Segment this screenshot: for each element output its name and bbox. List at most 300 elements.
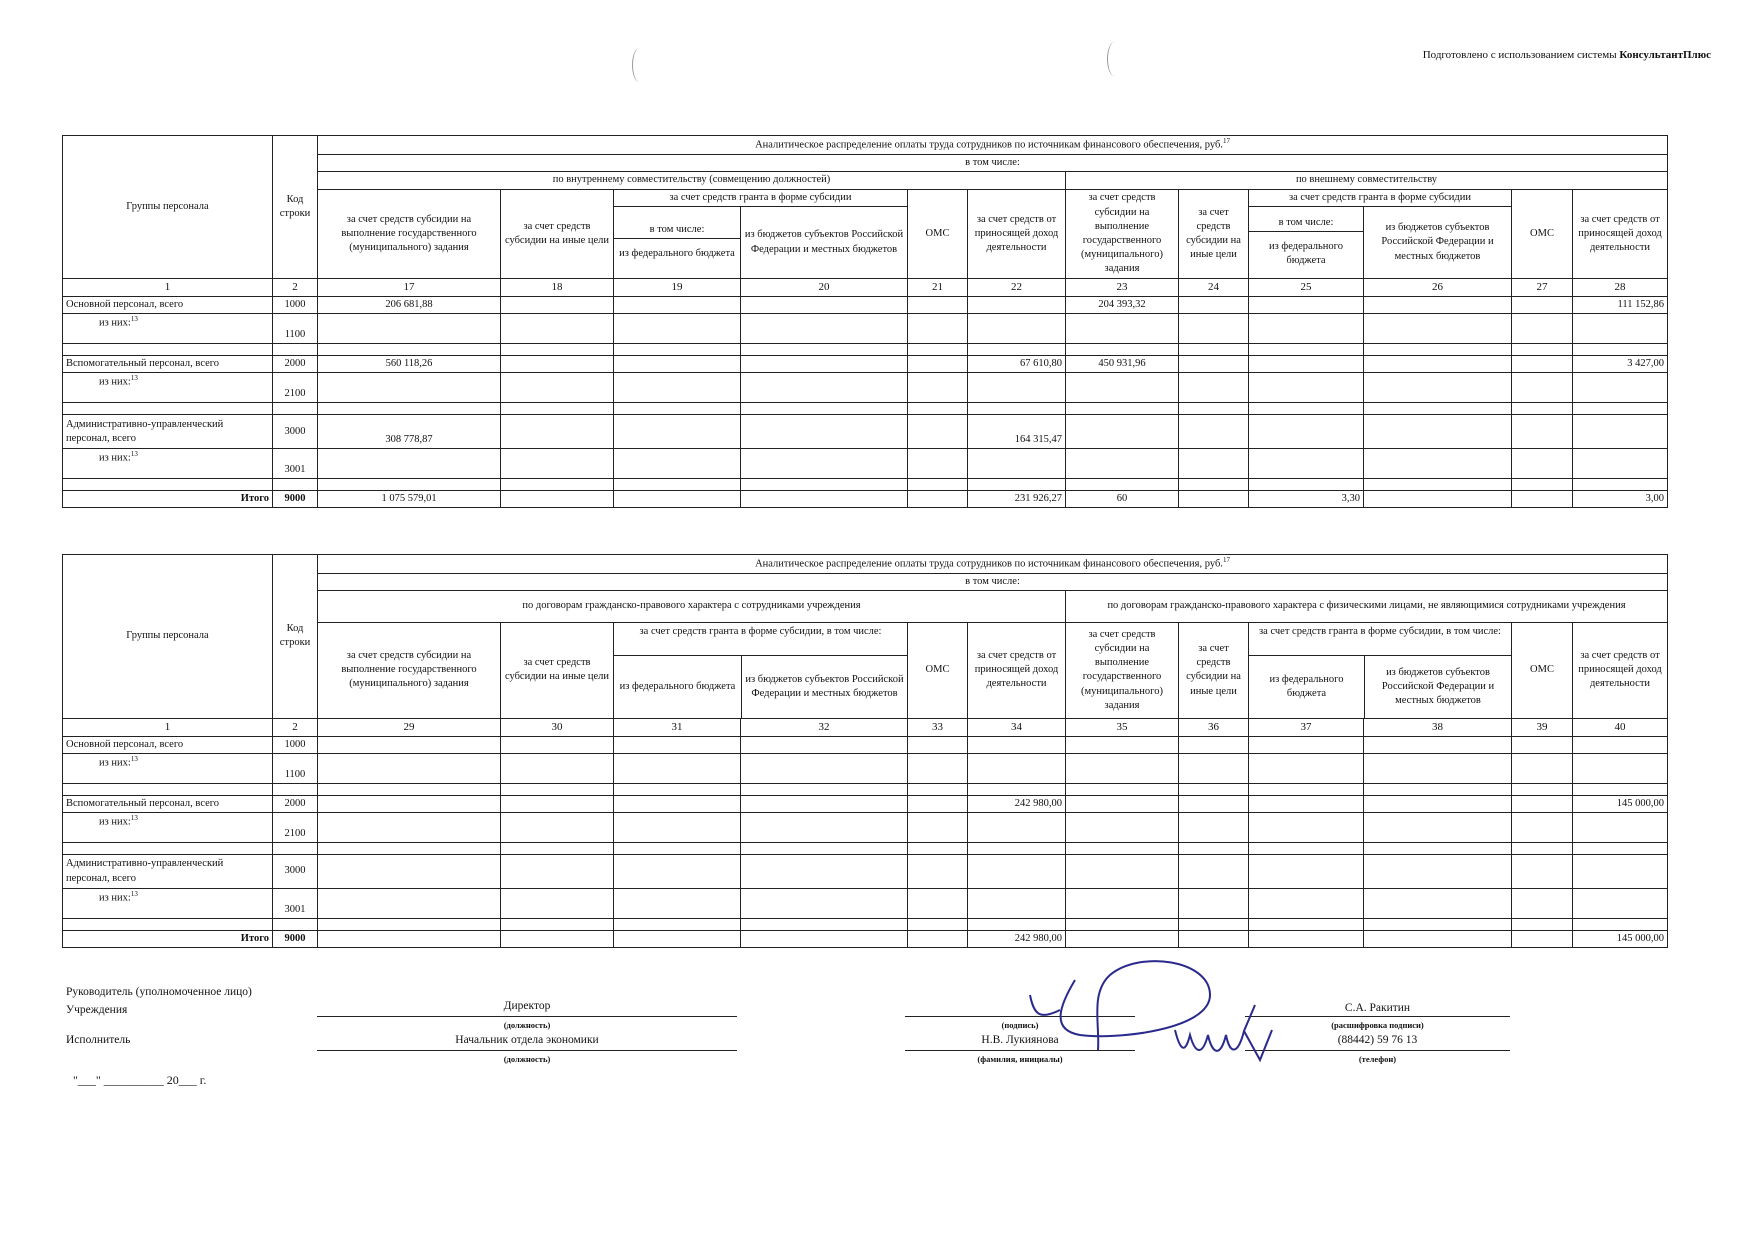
value-cell [1179, 855, 1249, 889]
value-cell [741, 449, 908, 479]
col-fed-ext: из федерального бюджета [1249, 656, 1365, 718]
value-cell [1249, 296, 1364, 313]
value-cell: 308 778,87 [318, 415, 501, 449]
value-cell [741, 753, 908, 783]
value-cell [1512, 931, 1573, 948]
value-cell: 204 393,32 [1066, 296, 1179, 313]
value-cell [1512, 373, 1573, 403]
col-oms: ОМС [908, 622, 968, 718]
value-cell [1066, 736, 1179, 753]
distribution-table-2 [62, 554, 1668, 948]
value-cell [318, 449, 501, 479]
row-code: 2000 [273, 795, 318, 812]
value-cell [614, 736, 741, 753]
value-cell [1512, 296, 1573, 313]
value-cell: 145 000,00 [1573, 795, 1668, 812]
col-subsidy-other: за счет средств субсидии на иные цели [501, 622, 614, 718]
value-cell [1573, 373, 1668, 403]
value-cell [1573, 855, 1668, 889]
value-cell [501, 415, 614, 449]
value-cell [1066, 415, 1179, 449]
value-cell [908, 356, 968, 373]
fio-caption: (фамилия, инициалы) [977, 1054, 1063, 1064]
value-cell [1573, 449, 1668, 479]
value-cell [614, 296, 741, 313]
row-code: 9000 [273, 491, 318, 508]
value-cell [1249, 449, 1364, 479]
value-cell [318, 855, 501, 889]
signature-scribble [1020, 935, 1290, 1075]
value-cell [908, 855, 968, 889]
value-cell [501, 356, 614, 373]
column-number: 37 [1249, 718, 1364, 736]
col-income: за счет средств от приносящей доход деятельности [968, 622, 1066, 718]
row-label: Итого [63, 491, 273, 508]
value-cell [741, 813, 908, 843]
value-cell [1249, 314, 1364, 344]
col-income-ext: за счет средств от приносящей доход деятельности [1573, 622, 1668, 718]
value-cell [1364, 296, 1512, 313]
phone-caption: (телефон) [1358, 1054, 1397, 1064]
value-cell: 164 315,47 [968, 415, 1066, 449]
value-cell [501, 314, 614, 344]
column-number: 28 [1573, 279, 1668, 297]
row-label: из них:$^{13}$ [63, 889, 273, 919]
col-income-ext: за счет средств от приносящей доход деятельности [1573, 189, 1668, 278]
column-number: 32 [741, 718, 908, 736]
row-code: 3001 [273, 449, 318, 479]
col-fed-ext: в том числе: из федерального бюджета [1249, 207, 1364, 279]
value-cell [614, 356, 741, 373]
col-subsidy-other: за счет средств субсидии на иные цели [501, 189, 614, 278]
value-cell [741, 373, 908, 403]
row-code: 2100 [273, 373, 318, 403]
value-cell [1249, 795, 1364, 812]
column-number: 2 [273, 279, 318, 297]
row-code: 3001 [273, 889, 318, 919]
value-cell [1512, 855, 1573, 889]
value-cell: 3 427,00 [1573, 356, 1668, 373]
value-cell [1066, 813, 1179, 843]
col-subsidy-other-ext: за счет средств субсидии на иные цели [1179, 622, 1249, 718]
groups-header: Группы персонала [63, 555, 273, 719]
column-number: 2 [273, 718, 318, 736]
value-cell [908, 736, 968, 753]
value-cell [741, 314, 908, 344]
value-cell [1249, 889, 1364, 919]
internal-group-header: по внутреннему совместительству (совмещению должностей) [318, 171, 1066, 189]
row-label: из них:$^{13}$ [63, 314, 273, 344]
row-code: 9000 [273, 931, 318, 948]
row-code: 1100 [273, 753, 318, 783]
value-cell [614, 855, 741, 889]
value-cell [1066, 855, 1179, 889]
value-cell [1249, 736, 1364, 753]
value-cell [908, 415, 968, 449]
column-number: 27 [1512, 279, 1573, 297]
table-row [63, 736, 1668, 753]
column-number: 36 [1179, 718, 1249, 736]
value-cell [1364, 491, 1512, 508]
value-cell [501, 795, 614, 812]
value-cell [741, 855, 908, 889]
table-row [63, 753, 1668, 783]
value-cell [908, 491, 968, 508]
value-cell [318, 373, 501, 403]
value-cell: 242 980,00 [968, 931, 1066, 948]
value-cell [318, 931, 501, 948]
value-cell [1179, 314, 1249, 344]
col-grant: за счет средств гранта в форме субсидии [614, 189, 908, 206]
value-cell [968, 855, 1066, 889]
column-number: 35 [1066, 718, 1179, 736]
spacer-row [63, 919, 1668, 931]
value-cell: 3,30 [1249, 491, 1364, 508]
value-cell [1249, 855, 1364, 889]
value-cell: 560 118,26 [318, 356, 501, 373]
col-subsidy-task: за счет средств субсидии на выполнение государственного (муниципального) задания [318, 189, 501, 278]
value-cell [1512, 736, 1573, 753]
value-cell [968, 736, 1066, 753]
value-cell [1066, 795, 1179, 812]
value-cell [1364, 356, 1512, 373]
column-number: 39 [1512, 718, 1573, 736]
row-label: Итого [63, 931, 273, 948]
value-cell [501, 855, 614, 889]
scan-mark [1107, 42, 1122, 76]
col-oms-ext: ОМС [1512, 622, 1573, 718]
table-row [63, 795, 1668, 812]
value-cell [968, 314, 1066, 344]
col-fed: в том числе: из федерального бюджета [614, 207, 741, 279]
value-cell [741, 795, 908, 812]
value-cell: 145 000,00 [1573, 931, 1668, 948]
gpc-external-header: по договорам гражданско-правового характера с физическими лицами, не являющимися сотрудниками учреждения [1066, 590, 1668, 622]
row-label: из них:$^{13}$ [63, 373, 273, 403]
value-cell [1573, 753, 1668, 783]
value-cell [908, 314, 968, 344]
row-label: из них:$^{13}$ [63, 813, 273, 843]
date-line: "___" __________ 20___ г. [73, 1073, 207, 1087]
value-cell [1179, 491, 1249, 508]
table-row [63, 855, 1668, 889]
value-cell [741, 736, 908, 753]
table-row [63, 314, 1668, 344]
column-number: 26 [1364, 279, 1512, 297]
value-cell [501, 449, 614, 479]
prepared-note [1423, 49, 1711, 61]
value-cell [1249, 813, 1364, 843]
value-cell [614, 415, 741, 449]
value-cell: 60 [1066, 491, 1179, 508]
column-number: 17 [318, 279, 501, 297]
table-row [63, 296, 1668, 313]
value-cell [1364, 855, 1512, 889]
value-cell [501, 296, 614, 313]
value-cell [614, 813, 741, 843]
col-subsidy-task-ext: за счет средств субсидии на выполнение государственного (муниципального) задания [1066, 189, 1179, 278]
table-row [63, 373, 1668, 403]
value-cell [1066, 753, 1179, 783]
value-cell [741, 889, 908, 919]
value-cell [1573, 889, 1668, 919]
value-cell [1179, 296, 1249, 313]
table-title: Аналитическое распределение оплаты труда сотрудников по источникам финансового обеспечения, руб.$^{17}$ [318, 136, 1668, 155]
value-cell [1249, 356, 1364, 373]
col-subsidy-task: за счет средств субсидии на выполнение государственного (муниципального) задания [318, 622, 501, 718]
value-cell [1066, 889, 1179, 919]
row-label: Административно-управленческий персонал, всего [63, 415, 273, 449]
value-cell [1512, 491, 1573, 508]
external-group-header: по внешнему совместительству [1066, 171, 1668, 189]
value-cell [1249, 415, 1364, 449]
row-label: из них:$^{13}$ [63, 753, 273, 783]
column-number: 25 [1249, 279, 1364, 297]
row-code: 2000 [273, 356, 318, 373]
table-row [63, 415, 1668, 449]
value-cell [1249, 753, 1364, 783]
value-cell [1573, 415, 1668, 449]
executor-position-line [317, 1050, 737, 1051]
value-cell [1573, 736, 1668, 753]
value-cell [908, 931, 968, 948]
total-row [63, 491, 1668, 508]
column-number: 29 [318, 718, 501, 736]
groups-header: Группы персонала [63, 136, 273, 279]
value-cell [501, 889, 614, 919]
total-row [63, 931, 1668, 948]
value-cell [1364, 736, 1512, 753]
value-cell [968, 889, 1066, 919]
value-cell [614, 795, 741, 812]
value-cell [1364, 813, 1512, 843]
code-header: Код строки [273, 136, 318, 279]
row-label: из них:$^{13}$ [63, 449, 273, 479]
value-cell [501, 491, 614, 508]
executor-position: Начальник отдела экономики [455, 1034, 599, 1046]
col-income: за счет средств от приносящей доход деятельности [968, 189, 1066, 278]
col-subsidy-task-ext: за счет средств субсидии на выполнение государственного (муниципального) задания [1066, 622, 1179, 718]
row-code: 1000 [273, 296, 318, 313]
value-cell [1249, 373, 1364, 403]
value-cell [501, 753, 614, 783]
value-cell [741, 415, 908, 449]
value-cell [968, 449, 1066, 479]
value-cell [1179, 889, 1249, 919]
column-number: 34 [968, 718, 1066, 736]
row-label: Основной персонал, всего [63, 736, 273, 753]
value-cell [614, 373, 741, 403]
scan-mark [632, 48, 647, 82]
value-cell [1066, 449, 1179, 479]
value-cell [741, 931, 908, 948]
col-regional-ext: из бюджетов субъектов Российской Федерации и местных бюджетов [1364, 207, 1512, 279]
value-cell [614, 491, 741, 508]
value-cell [1512, 795, 1573, 812]
col-regional-ext: из бюджетов субъектов Российской Федерации и местных бюджетов [1381, 666, 1495, 706]
table-row [63, 813, 1668, 843]
value-cell [614, 753, 741, 783]
col-fed: из федерального бюджета [614, 656, 742, 718]
column-number: 19 [614, 279, 741, 297]
value-cell [318, 314, 501, 344]
column-number: 20 [741, 279, 908, 297]
spacer-row [63, 344, 1668, 356]
row-code: 1000 [273, 736, 318, 753]
value-cell [1179, 813, 1249, 843]
col-regional: из бюджетов субъектов Российской Федерации и местных бюджетов [741, 207, 908, 279]
executor-label: Исполнитель [66, 1034, 131, 1046]
value-cell: 206 681,88 [318, 296, 501, 313]
value-cell [1179, 736, 1249, 753]
value-cell [318, 813, 501, 843]
value-cell [1573, 314, 1668, 344]
column-number: 22 [968, 279, 1066, 297]
table-row [63, 356, 1668, 373]
table-row [63, 889, 1668, 919]
col-grant-ext: за счет средств гранта в форме субсидии, в том числе: из федерального бюджета из бюджетов субъектов Российской Федерации и местных бюджетов [1249, 622, 1512, 718]
value-cell [908, 813, 968, 843]
value-cell [1573, 813, 1668, 843]
value-cell [1066, 314, 1179, 344]
column-number: 1 [63, 718, 273, 736]
column-number: 33 [908, 718, 968, 736]
value-cell [908, 795, 968, 812]
spacer-row [63, 403, 1668, 415]
value-cell [1179, 356, 1249, 373]
value-cell [614, 449, 741, 479]
value-cell [908, 889, 968, 919]
value-cell [741, 356, 908, 373]
value-cell [741, 491, 908, 508]
col-grant: за счет средств гранта в форме субсидии, в том числе: из федерального бюджета из бюджетов субъектов Российской Федерации и местных бюджетов [614, 622, 908, 718]
value-cell [614, 889, 741, 919]
value-cell: 450 931,96 [1066, 356, 1179, 373]
value-cell [1512, 449, 1573, 479]
column-number: 24 [1179, 279, 1249, 297]
value-cell [1364, 795, 1512, 812]
row-label: Вспомогательный персонал, всего [63, 795, 273, 812]
value-cell [1179, 795, 1249, 812]
value-cell [501, 931, 614, 948]
value-cell [1364, 373, 1512, 403]
value-cell [908, 753, 968, 783]
value-cell [1512, 813, 1573, 843]
in-that-header: в том числе: [318, 154, 1668, 171]
value-cell [1512, 415, 1573, 449]
column-number: 30 [501, 718, 614, 736]
value-cell [741, 296, 908, 313]
col-regional: из бюджетов субъектов Российской Федерации и местных бюджетов [745, 673, 904, 699]
value-cell [908, 449, 968, 479]
in-that-header: в том числе: [318, 573, 1668, 590]
name-caption: (расшифровка подписи) [1331, 1020, 1424, 1030]
executor-position-caption: (должность) [503, 1054, 551, 1064]
value-cell: 3,00 [1573, 491, 1668, 508]
column-number: 38 [1364, 718, 1512, 736]
value-cell [1179, 449, 1249, 479]
table-row [63, 449, 1668, 479]
column-number: 18 [501, 279, 614, 297]
value-cell [318, 795, 501, 812]
signature-caption: (подпись) [1001, 1020, 1039, 1030]
executor-phone: (88442) 59 76 13 [1337, 1034, 1418, 1046]
head-label: Руководитель (уполномоченное лицо) Учреждения [66, 986, 252, 1016]
value-cell [1364, 753, 1512, 783]
column-number: 1 [63, 279, 273, 297]
value-cell [318, 753, 501, 783]
column-number: 31 [614, 718, 741, 736]
value-cell [968, 296, 1066, 313]
value-cell [501, 813, 614, 843]
value-cell [614, 314, 741, 344]
row-code: 3000 [273, 415, 318, 449]
column-number: 40 [1573, 718, 1668, 736]
code-header: Код строки [273, 555, 318, 719]
row-code: 2100 [273, 813, 318, 843]
value-cell [1179, 753, 1249, 783]
value-cell: 242 980,00 [968, 795, 1066, 812]
value-cell [968, 753, 1066, 783]
value-cell [614, 931, 741, 948]
value-cell [1364, 931, 1512, 948]
spacer-row [63, 479, 1668, 491]
col-grant-ext: за счет средств гранта в форме субсидии [1249, 189, 1512, 206]
value-cell: 67 610,80 [968, 356, 1066, 373]
value-cell [908, 373, 968, 403]
spacer-row [63, 783, 1668, 795]
row-label: Основной персонал, всего [63, 296, 273, 313]
value-cell [1512, 314, 1573, 344]
head-position: Директор [503, 1000, 551, 1012]
position-line [317, 1016, 737, 1017]
prepared-prefix: Подготовлено с использованием системы [1422, 49, 1617, 61]
spacer-row [63, 843, 1668, 855]
row-code: 1100 [273, 314, 318, 344]
value-cell [501, 736, 614, 753]
row-label: Вспомогательный персонал, всего [63, 356, 273, 373]
value-cell [318, 736, 501, 753]
value-cell: 231 926,27 [968, 491, 1066, 508]
gpc-staff-header: по договорам гражданско-правового характера с сотрудниками учреждения [318, 590, 1066, 622]
column-number: 23 [1066, 279, 1179, 297]
value-cell [1364, 314, 1512, 344]
value-cell [968, 373, 1066, 403]
column-number: 21 [908, 279, 968, 297]
executor-name: Н.В. Лукиянова [981, 1034, 1059, 1046]
table-title: Аналитическое распределение оплаты труда сотрудников по источникам финансового обеспечения, руб.$^{17}$ [318, 555, 1668, 574]
value-cell [1512, 356, 1573, 373]
distribution-table-1 [62, 135, 1668, 508]
value-cell [1512, 889, 1573, 919]
value-cell [1179, 415, 1249, 449]
value-cell [1512, 753, 1573, 783]
value-cell [1364, 415, 1512, 449]
prepared-brand: КонсультантПлюс [1619, 49, 1711, 61]
value-cell [908, 296, 968, 313]
position-caption: (должность) [503, 1020, 551, 1030]
value-cell [318, 889, 501, 919]
value-cell [1364, 449, 1512, 479]
value-cell [1066, 373, 1179, 403]
value-cell [1364, 889, 1512, 919]
col-oms: ОМС [908, 189, 968, 278]
value-cell [1179, 373, 1249, 403]
value-cell [968, 813, 1066, 843]
value-cell: 1 075 579,01 [318, 491, 501, 508]
col-oms-ext: ОМС [1512, 189, 1573, 278]
row-label: Административно-управленческий персонал, всего [63, 855, 273, 889]
